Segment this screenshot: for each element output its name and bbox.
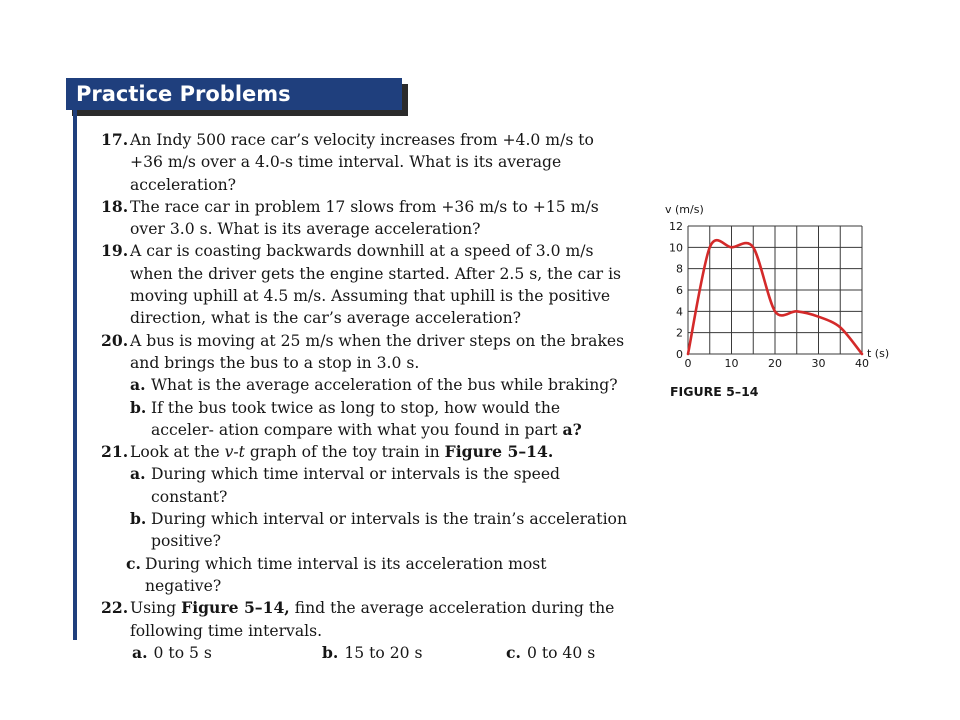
y-tick-label: 10 — [669, 241, 683, 255]
problem-text: Using — [130, 599, 177, 618]
part-text: During which time interval is its acceleration most negative? — [145, 554, 547, 595]
y-tick-label: 4 — [676, 305, 683, 319]
y-tick-label: 2 — [676, 326, 683, 340]
y-tick-label: 8 — [676, 262, 683, 276]
y-tick-label: 6 — [676, 284, 683, 297]
y-axis-label: v (m/s) — [665, 203, 704, 216]
problem-text: An Indy 500 race car’s velocity increases from +4.0 m/s to +36 m/s over a 4.0-s time interval. What is its average acceleration? — [130, 131, 594, 194]
problem-19 — [82, 240, 627, 329]
problem-list — [82, 129, 627, 664]
section-rule — [73, 110, 77, 640]
problem-22-part-c — [506, 642, 595, 664]
problem-number: 18. — [101, 196, 129, 216]
part-text: 0 to 5 s — [153, 643, 212, 662]
problem-20-part-a — [82, 374, 627, 396]
x-tick-label: 20 — [768, 357, 782, 370]
part-label: b. — [322, 642, 339, 662]
problem-21-part-c — [82, 553, 627, 598]
problem-number: 21. — [101, 442, 129, 462]
part-label: a. — [132, 642, 148, 662]
problem-17 — [82, 129, 627, 196]
problem-20-part-b — [82, 397, 627, 442]
problem-number: 22. — [101, 598, 129, 618]
part-label: b. — [130, 397, 147, 417]
y-tick-label: 12 — [669, 220, 683, 233]
part-text: What is the average acceleration of the bus while braking? — [151, 376, 618, 395]
part-text: During which time interval or intervals is the speed constant? — [151, 465, 561, 506]
part-reference: a? — [562, 419, 582, 439]
problem-number: 19. — [101, 241, 129, 261]
problem-number: 20. — [101, 330, 129, 350]
problem-22-part-a — [132, 642, 212, 664]
velocity-time-chart — [650, 198, 910, 408]
x-tick-label: 40 — [855, 357, 869, 370]
section-header — [66, 78, 402, 110]
problem-text: find the average acceleration during the following time intervals. — [130, 599, 615, 640]
part-label: c. — [506, 642, 521, 662]
problem-text: The race car in problem 17 slows from +36 m/s to +15 m/s over 3.0 s. What is its average acceleration? — [130, 197, 599, 239]
figure-reference: Figure 5–14, — [181, 598, 290, 618]
x-tick-label: 10 — [724, 357, 739, 370]
problem-21-part-b — [82, 508, 627, 553]
figure-caption: FIGURE 5–14 — [670, 384, 759, 399]
figure-reference: Figure 5–14. — [444, 442, 554, 462]
problem-18 — [82, 196, 627, 241]
part-label: c. — [126, 553, 141, 573]
problem-22-parts — [82, 642, 627, 664]
problem-21-part-a — [82, 463, 627, 508]
problem-22-part-b — [322, 642, 423, 664]
part-text: 0 to 40 s — [526, 643, 596, 662]
y-tick-label: 0 — [676, 348, 683, 361]
problem-20 — [82, 330, 627, 375]
part-label: a. — [130, 375, 146, 395]
x-tick-label: 30 — [811, 357, 826, 370]
part-text: During which interval or intervals is the train’s acceleration positive? — [151, 510, 627, 551]
problem-text: A bus is moving at 25 m/s when the driver steps on the brakes and brings the bus to a stop in 3.0 s. — [130, 331, 625, 372]
section-title: Practice Problems — [76, 82, 291, 106]
problem-text: graph of the toy train in — [249, 443, 440, 462]
part-label: a. — [130, 464, 146, 484]
problem-number: 17. — [101, 130, 129, 149]
problem-text: Look at the — [130, 443, 220, 462]
part-text: 15 to 20 s — [344, 643, 423, 662]
x-tick-label: 0 — [684, 357, 692, 370]
problem-21 — [82, 441, 627, 463]
problem-22 — [82, 597, 627, 642]
x-axis-label: t (s) — [867, 347, 890, 360]
part-label: b. — [130, 509, 147, 529]
chart-svg — [650, 198, 910, 408]
part-text: If the bus took twice as long to stop, how would the acceler- ation compare with what you found in part — [151, 398, 561, 439]
vt-term: v-t — [224, 443, 245, 462]
problem-text: A car is coasting backwards downhill at a speed of 3.0 m/s when the driver gets the engine started. After 2.5 s, the car is moving uphill at 4.5 m/s. Assuming that uphill is the positive direction, what is the car’s average acceleration? — [130, 242, 622, 328]
